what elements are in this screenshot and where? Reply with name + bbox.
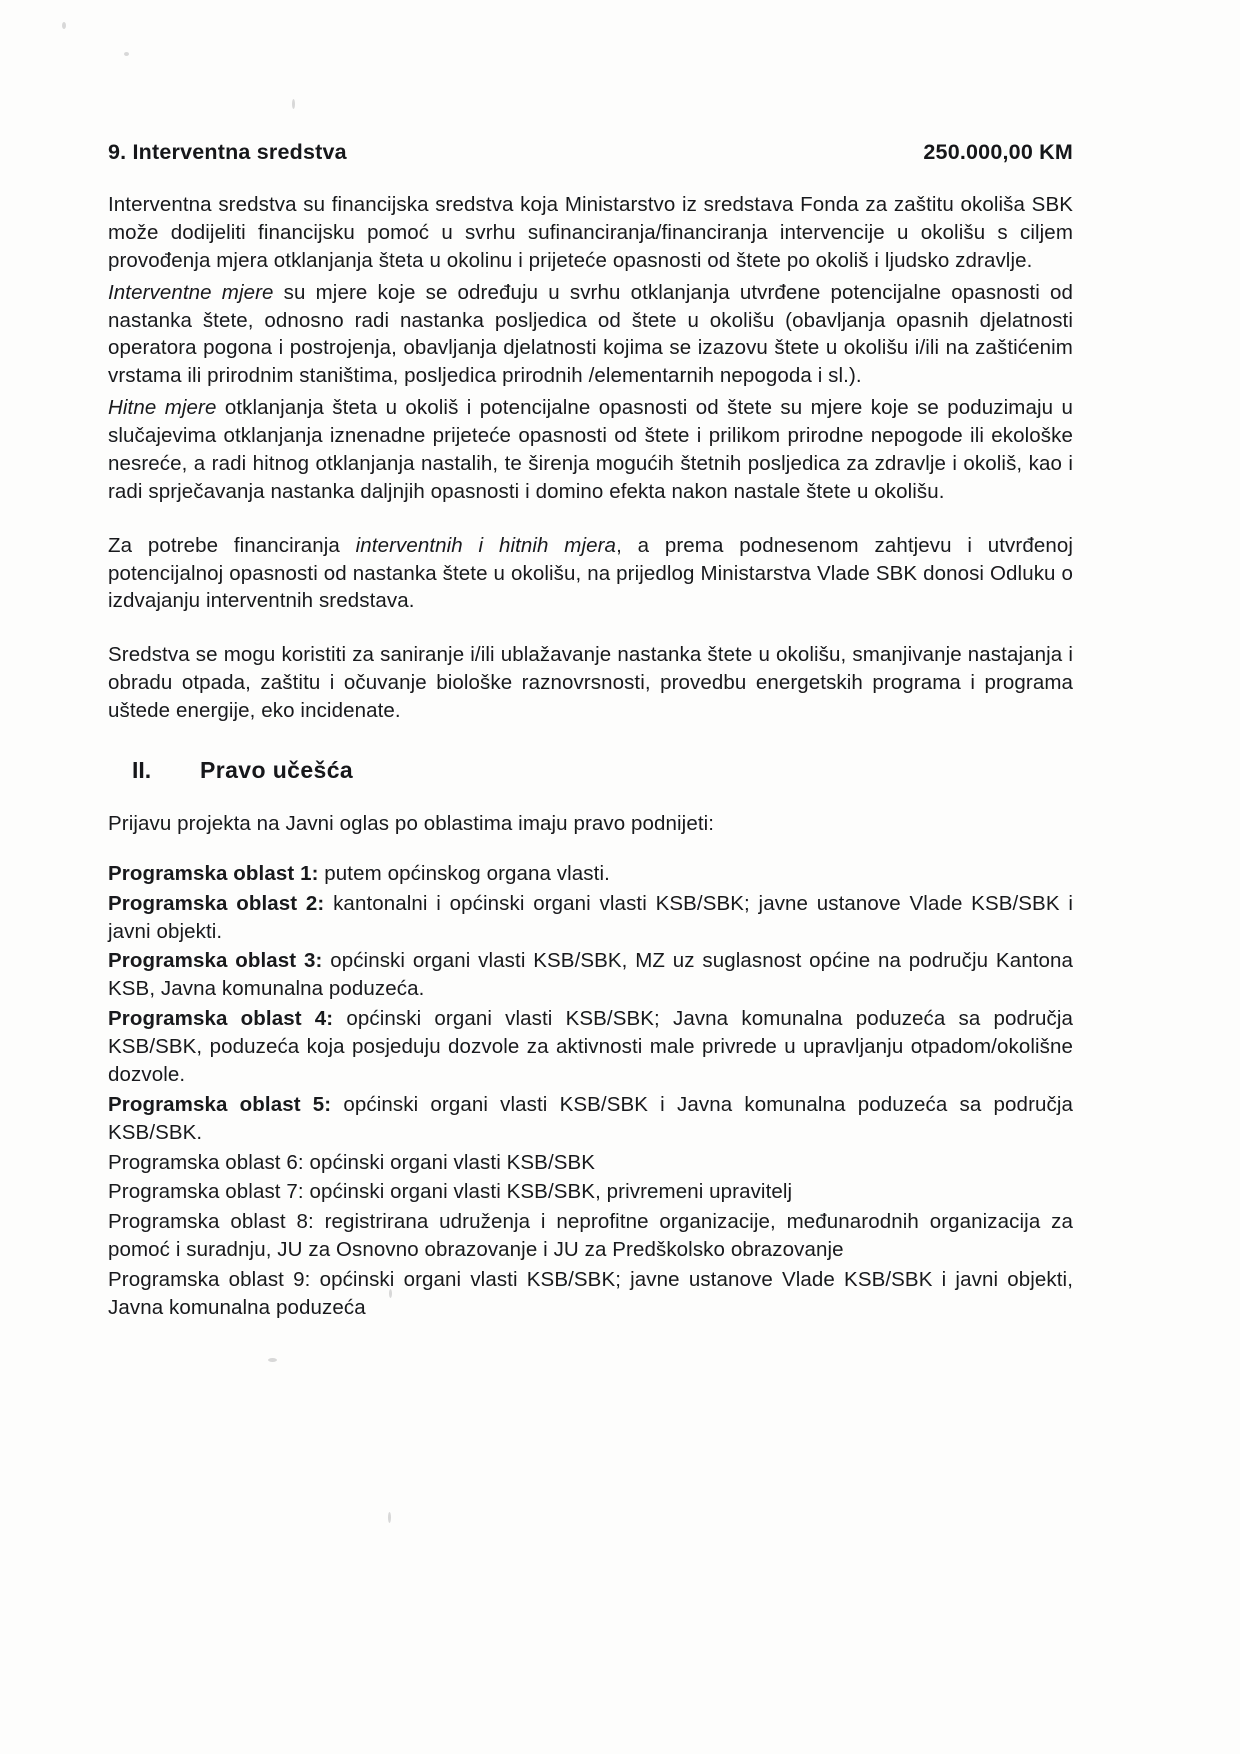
- list-item: [108, 860, 1073, 888]
- list-item: [108, 1005, 1073, 1089]
- area-1-text: putem općinskog organa vlasti.: [318, 861, 610, 885]
- paragraph-interventne-mjere-text: su mjere koje se određuju u svrhu otklanjanja utvrđene potencijalne opasnosti od nastanka štete, odnosno radi nastanka posljedica od štete u okolišu (obavljanja opasnih djelatnosti operatora pogona i postrojenja, obavljanja djelatnosti kojima se izazovu štete u okolišu i/ili na zaštićenim vrstama ili prirodnim staništima, posljedica prirodnih /elementarnih nepogoda i sl.).: [108, 280, 1073, 388]
- paragraph-za-potrebe-lead: Za potrebe financiranja: [108, 533, 356, 557]
- document-body: [108, 140, 1073, 1324]
- paragraph-za-potrebe-financiranja: [108, 532, 1073, 616]
- area-8-text: registrirana udruženja i neprofitne organizacije, međunarodnih organizacija za pomoć i suradnju, JU za Osnovno obrazovanje i JU za Predškolsko obrazovanje: [108, 1210, 1073, 1262]
- area-5-text: općinski organi vlasti KSB/SBK i Javna komunalna poduzeća sa područja KSB/SBK.: [108, 1092, 1073, 1144]
- section-ii-title: Pravo učešća: [200, 756, 354, 783]
- area-6-text: općinski organi vlasti KSB/SBK: [303, 1150, 596, 1174]
- paragraph-prijava-intro: Prijavu projekta na Javni oglas po oblastima imaju pravo podnijeti:: [108, 811, 715, 835]
- area-2-text: kantonalni i općinski organi vlasti KSB/SBK; javne ustanove Vlade KSB/SBK i javni objekti.: [108, 891, 1073, 943]
- paragraph-interventna-sredstva: Interventna sredstva su financijska sredstva koja Ministarstvo iz sredstava Fonda za zaštitu okoliša SBK može dodijeliti financijsku pomoć u svrhu sufinanciranja/financiranja intervencije u okolišu s ciljem provođenja mjera otklanjanja šteta u okolinu i prijeteće opasnosti od štete po okoliš i ljudsko zdravlje.: [108, 193, 1073, 272]
- scan-speck: [124, 52, 129, 56]
- section-9-title: 9. Interventna sredstva: [108, 140, 347, 164]
- scan-speck: [268, 1358, 277, 1362]
- section-heading-9: [108, 140, 1073, 165]
- area-9-label: Programska oblast 9:: [108, 1268, 311, 1291]
- list-item: [108, 1178, 1073, 1206]
- section-9-amount: 250.000,00 KM: [923, 140, 1073, 164]
- list-item: [108, 1266, 1073, 1322]
- lead-italic-interventne-mjere: Interventne mjere: [108, 280, 274, 304]
- scan-speck: [62, 22, 66, 29]
- area-6-label: Programska oblast 6:: [108, 1150, 304, 1174]
- area-4-label: Programska oblast 4:: [108, 1007, 334, 1031]
- list-item: [108, 1208, 1073, 1264]
- paragraph-interventne-mjere: [108, 279, 1073, 391]
- list-item: [108, 890, 1073, 946]
- list-item: [108, 947, 1073, 1003]
- section-heading-ii: [132, 757, 1073, 784]
- area-3-label: Programska oblast 3:: [108, 949, 323, 973]
- section-ii-number: II.: [132, 756, 152, 783]
- area-1-label: Programska oblast 1:: [108, 861, 319, 885]
- area-9-text: općinski organi vlasti KSB/SBK; javne ustanove Vlade KSB/SBK i javni objekti, Javna komunalna poduzeća: [108, 1268, 1074, 1319]
- area-4-text: općinski organi vlasti KSB/SBK; Javna komunalna poduzeća sa područja KSB/SBK, poduzeća koja posjeduju dozvole za aktivnosti male privrede u upravljanju otpadom/okolišne dozvole.: [108, 1007, 1073, 1086]
- paragraph-hitne-mjere: [108, 394, 1073, 506]
- scan-speck: [292, 99, 295, 109]
- programske-oblasti-list: [108, 860, 1073, 1322]
- list-item: [108, 1149, 1073, 1177]
- area-7-text: općinski organi vlasti KSB/SBK, privremeni upravitelj: [303, 1180, 793, 1204]
- lead-italic-hitne-mjere: Hitne mjere: [108, 396, 217, 420]
- area-5-label: Programska oblast 5:: [108, 1092, 332, 1116]
- mid-italic-interventnih-hitnih-mjera: interventnih i hitnih mjera: [355, 533, 617, 557]
- scan-speck: [388, 1512, 391, 1523]
- paragraph-hitne-mjere-text: otklanjanja šteta u okoliš i potencijalne opasnosti od štete su mjere koje se poduzimaju u slučajevima otklanjanja iznenadne prijeteće opasnosti od štete i prilikom prirodne nepogode ili ekološke nesreće, a radi hitnog otklanjanja nastalih, te širenja mogućih štetnih posljedica za zdravlje i okoliš, kao i radi sprječavanja nastanka daljnjih opasnosti i domino efekta nakon nastale štete u okolišu.: [108, 396, 1073, 503]
- paragraph-sredstva-se-mogu-koristiti: Sredstva se mogu koristiti za saniranje i/ili ublažavanje nastanka štete u okolišu, smanjivanje nastajanja i obradu otpada, zaštitu i očuvanje biološke raznovrsnosti, provedbu energetskih programa i programa uštede energije, eko incidenate.: [108, 643, 1073, 722]
- area-3-text: općinski organi vlasti KSB/SBK, MZ uz suglasnost općine na području Kantona KSB, Javna komunalna poduzeća.: [108, 949, 1073, 1001]
- area-7-label: Programska oblast 7:: [108, 1180, 304, 1204]
- area-2-label: Programska oblast 2:: [108, 891, 325, 915]
- paragraph-za-potrebe-tail: , a prema podnesenom zahtjevu i utvrđenoj potencijalnoj opasnosti od nastanka štete u okolišu, na prijedlog Ministarstva Vlade SBK donosi Odluku o izdvajanju interventnih sredstava.: [108, 533, 1073, 613]
- list-item: [108, 1091, 1073, 1147]
- area-8-label: Programska oblast 8:: [108, 1210, 314, 1234]
